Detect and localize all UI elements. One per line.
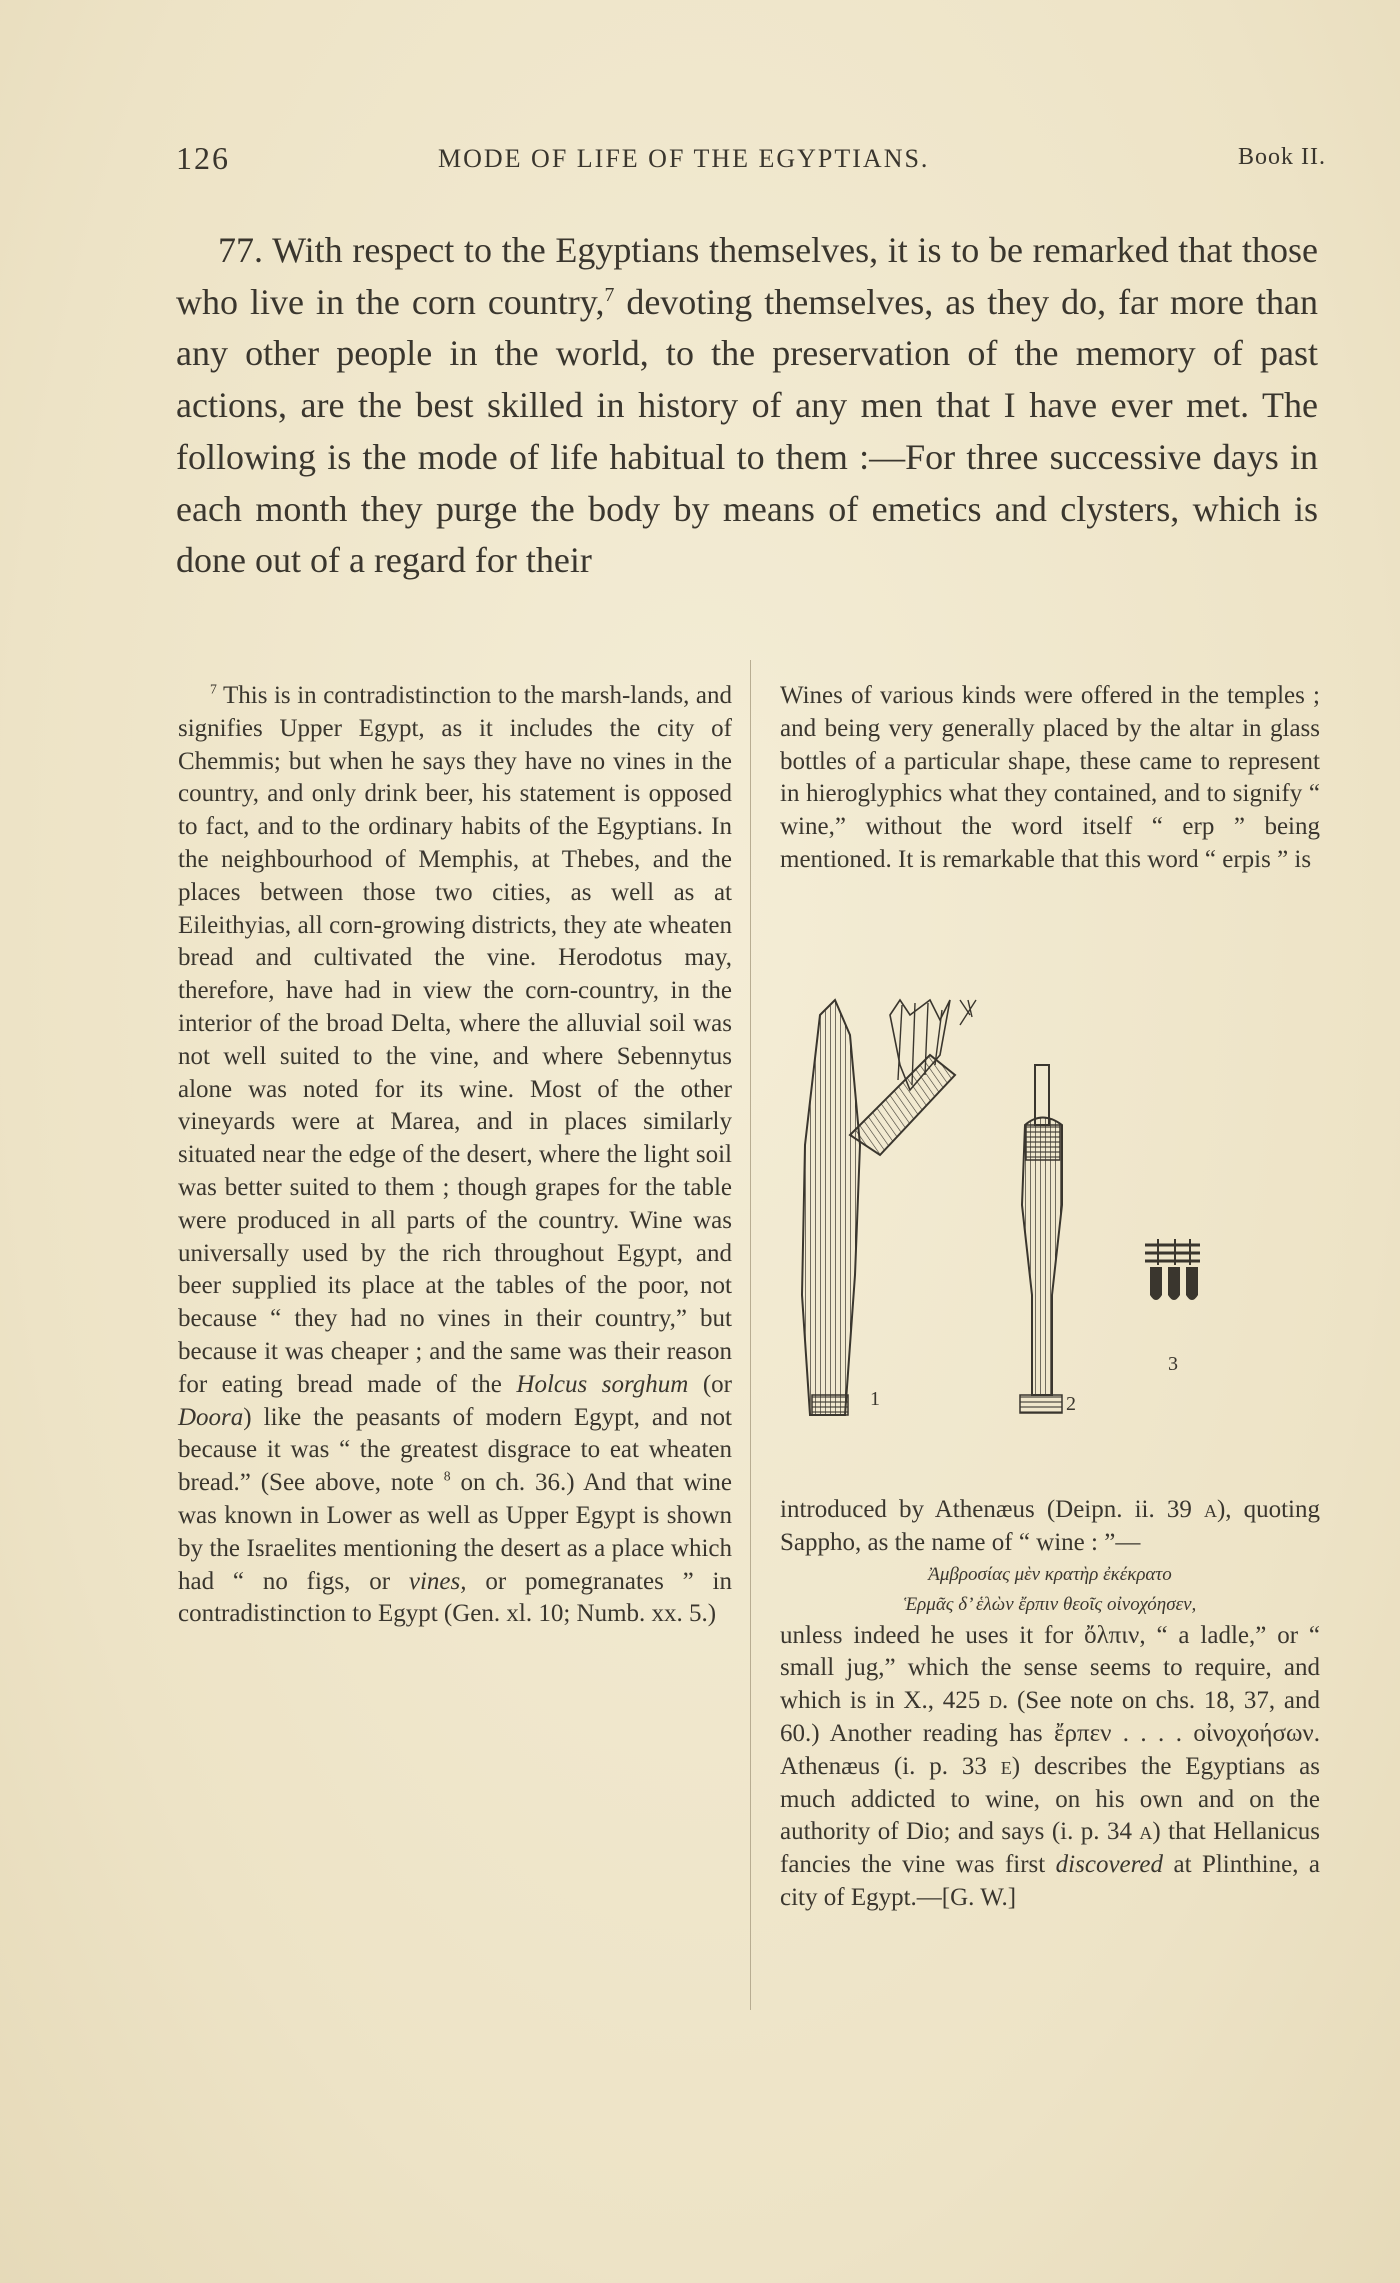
footnote-text-1: This is in contradistinction to the marsh-lands, and signifies Upper Egypt, as it includes the city of Chemmis; but when he says they have no vines in the country, and only drink beer, his statement is opposed to fact, and to the ordinary habits of the Egyptians. In the neighbourhood of Memphis, at Thebes, and the places between those two cities, as well as at Eileithyias, all corn-growing districts, they ate wheaten bread and cultivated the vine. Herodotus may, therefore, have had in view the corn-country, in the interior of the broad Delta, where the alluvial soil was not well suited to the vine, and where Sebennytus alone was noted for its wine. Most of the other vineyards were at Marea, and in places similarly situated near the edge of the desert, where the light soil was better suited to them ; though grapes for the table were produced in all parts of the country. Wine was universally used by the rich throughout Egypt, and beer supplied its place at the tables of the poor, not because “ they had no vines in their country,” but because it was cheaper ; and the same was their reason for eating bread made of the — [178, 682, 732, 1398]
figure-label-3: 3 — [1168, 1353, 1178, 1375]
book-label: Book II. — [1238, 144, 1326, 170]
footnote-marker: 7 — [210, 681, 217, 697]
vessel-1 — [802, 1000, 976, 1415]
footnote-ref: 7 — [604, 283, 615, 306]
running-title: MODE OF LIFE OF THE EGYPTIANS. — [438, 144, 930, 173]
footnote-holcus: Holcus sorghum — [516, 1370, 689, 1398]
right-b5-text: at Plinthine, a city of Egypt.—[G. W.] — [780, 1851, 1321, 1911]
right-b1-sc: a — [1203, 1496, 1217, 1523]
right-b2-sc: d — [988, 1687, 1002, 1715]
right-b3-sc: e — [1000, 1752, 1012, 1780]
footnote-right-top-text: Wines of various kinds were offered in the temples ; and being very generally placed by the altar in glass bottles of a particular shape, these came to represent in hieroglyphics what they contained, and to signify “ wine,” without the word itself “ erp ” being mentioned. It is remarkable that this word “ erpis ” is — [780, 682, 1320, 873]
footnote-text-1e: or pomegranates ” in contradistinction to Egypt (Gen. xl. 10; Numb. xx. 5.) — [178, 1567, 732, 1628]
right-b4-text: ) that Hellanicus fancies the vine was first — [780, 1818, 1320, 1879]
main-text-b: devoting themselves, as they do, far more than any other people in the world, to the preservation of the memory of past actions, are the best skilled in history of any men that I have ever met. The following is the mode of life habitual to them :—For three successive days in each month they purge the body by means of emetics and clysters, which is done out of a regard for their — [176, 281, 1318, 581]
footnote-right-bottom — [780, 1494, 1320, 1915]
vessel-2 — [1020, 1065, 1062, 1413]
footnote-vines: vines, — [408, 1567, 467, 1595]
running-header — [176, 140, 1326, 190]
footnote-right-b1 — [780, 1494, 1320, 1560]
right-b1-end: ), quoting Sappho, as the name of “ wine : ”— — [780, 1496, 1321, 1556]
section-number: 77. — [218, 230, 263, 270]
column-divider — [750, 660, 751, 2010]
right-b2-text: unless indeed he uses it for ὄλπιν, “ a ladle,” or “ small jug,” which the sense seems to require, and which is in X., 425 — [780, 1621, 1320, 1715]
wine-vessels-illustration — [790, 995, 1330, 1470]
main-paragraph — [176, 225, 1318, 587]
footnote-right-b2 — [780, 1620, 1320, 1915]
footnote-doora: Doora — [178, 1403, 244, 1431]
right-b4-sc: a — [1139, 1818, 1153, 1846]
main-text-a: With respect to the Egyptians themselves, it is to be remarked that those who live in the corn country, — [176, 230, 1318, 322]
page-number: 126 — [176, 140, 230, 176]
right-b1-text: introduced by Athenæus (Deipn. ii. 39 — [780, 1496, 1204, 1523]
footnote-text-1c: ) like the peasants of modern Egypt, and not because it was “ the greatest disgrace to eat wheaten bread.” (See above, note — [178, 1403, 732, 1497]
vessel-3-hieroglyph — [1145, 1239, 1200, 1300]
figure-label-1: 1 — [870, 1388, 880, 1410]
footnote-paragraph — [178, 680, 732, 1631]
footnote-text-1d: on ch. 36.) And that wine was known in Lower as well as Upper Egypt is shown by the Israelites mentioning the desert as a place which had “ no figs, or — [178, 1469, 732, 1595]
footnote-text-1b: (or — [688, 1370, 732, 1398]
greek-quote-line-2: Ἑρμᾶς δ’ ἑλὼν ἔρπιν θεοῖς οἰνοχόησεν, — [903, 1593, 1197, 1615]
wine-vessels-figure — [790, 995, 1330, 1470]
right-b2-end: . (See note on chs. 18, 37, and 60.) Another reading has ἔρπεν . . . . οἰνοχοήσων. Athenæus (i. p. 33 — [780, 1687, 1320, 1780]
right-b3-text: ) describes the Egyptians as much addicted to wine, on his own and on the authority of Dio; and says (i. p. 34 — [780, 1752, 1320, 1846]
footnote-right-top — [780, 680, 1320, 877]
greek-quote-line-1: Ἀμβροσίας μὲν κρατὴρ ἐκέκρατο — [928, 1563, 1172, 1585]
footnote-note-ref: 8 — [443, 1468, 451, 1484]
footnote-left-column — [178, 680, 732, 1631]
figure-label-2: 2 — [1066, 1393, 1076, 1415]
right-discovered: discovered — [1055, 1851, 1164, 1879]
